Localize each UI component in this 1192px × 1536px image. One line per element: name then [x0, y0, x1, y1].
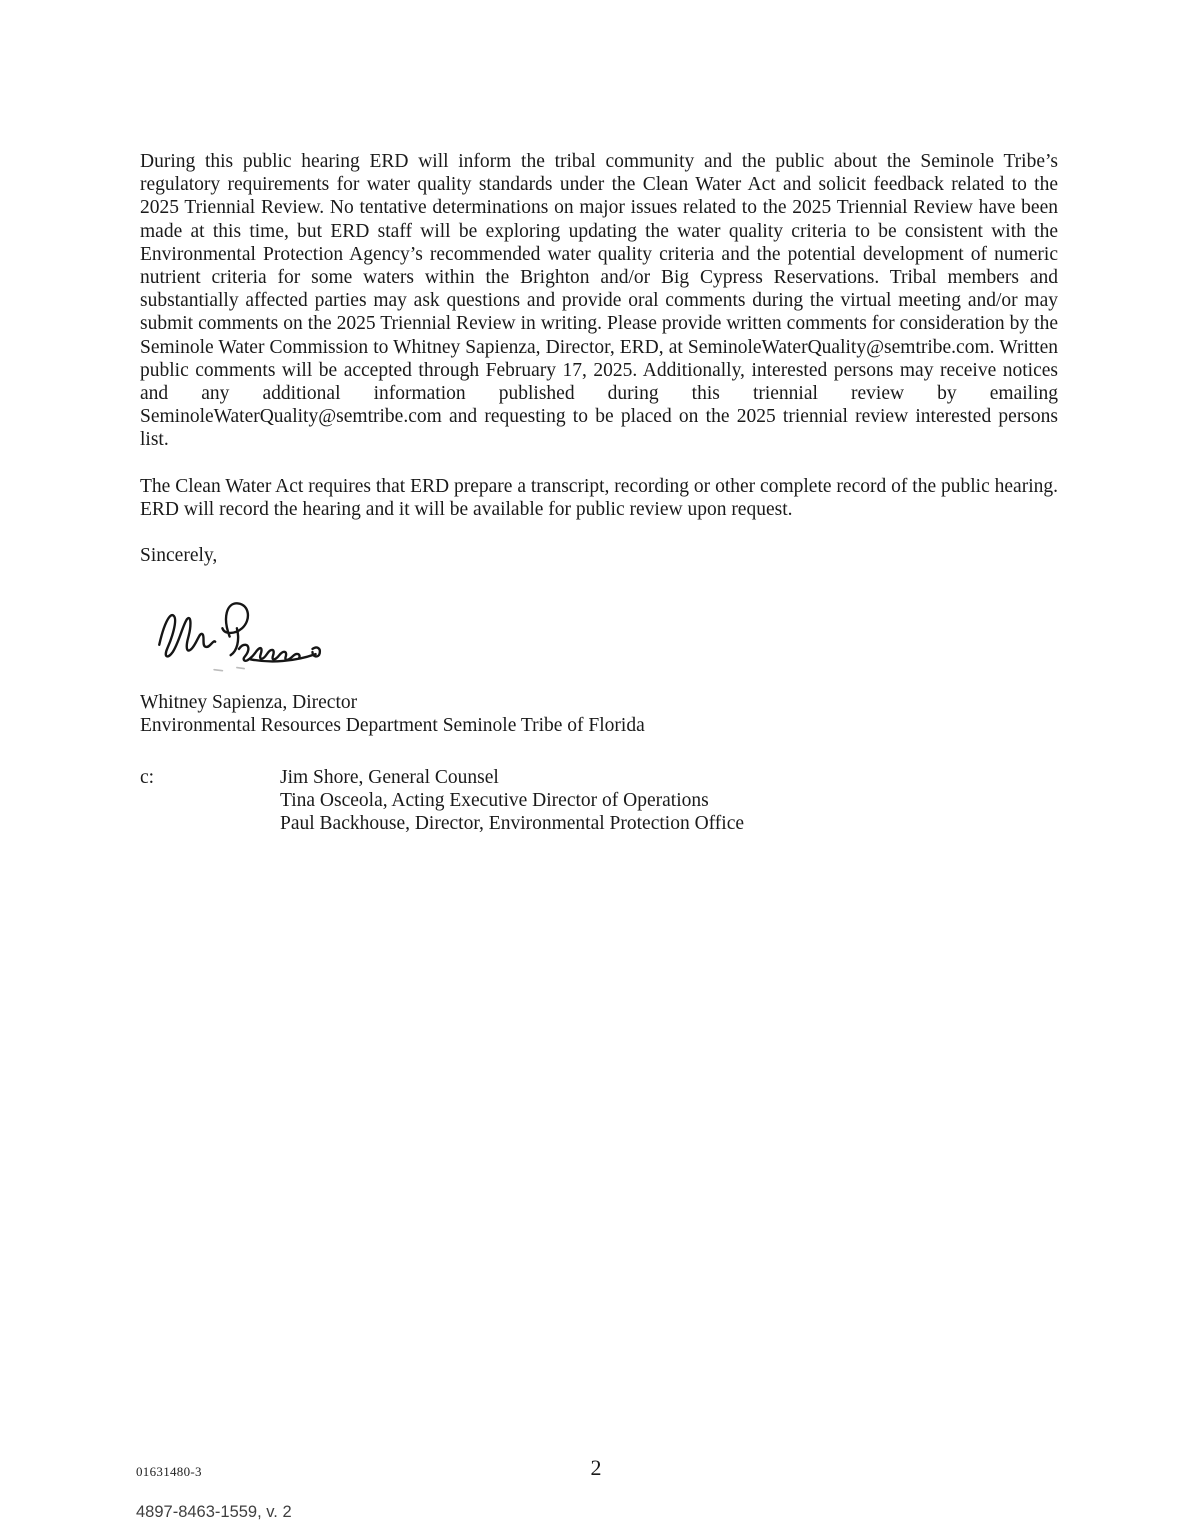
cc-block	[140, 766, 1058, 836]
cc-recipient: Tina Osceola, Acting Executive Director of Operations	[280, 789, 709, 811]
page-number: 2	[590, 1455, 602, 1480]
paragraph-hearing-details: During this public hearing ERD will inform the tribal community and the public about the Seminole Tribe’s regulatory requirements for water quality standards under the Clean Water Act and solicit feedback related to the 2025 Triennial Review. No tentative determinations on major issues related to the 2025 Triennial Review have been made at this time, but ERD staff will be exploring updating the water quality criteria to be consistent with the Environmental Protection Agency’s recommended water quality criteria and the potential development of numeric nutrient criteria for some waters within the Brighton and/or Big Cypress Reservations. Tribal members and substantially affected parties may ask questions and provide oral comments during the virtual meeting and/or may submit comments on the 2025 Triennial Review in writing. Please provide written comments for consideration by the Seminole Water Commission to Whitney Sapienza, Director, ERD, at SeminoleWaterQuality@semtribe.com. Written public comments will be accepted through February 17, 2025. Additionally, interested persons may receive notices and any additional information published during this triennial review by emailing SeminoleWaterQuality@semtribe.com and requesting to be placed on the 2025 triennial review interested persons list.	[140, 151, 1058, 451]
footer-document-id: 01631480-3	[136, 1464, 202, 1479]
footer-version-stamp: 4897-8463-1559, v. 2	[136, 1503, 292, 1521]
paragraph-record-requirement: The Clean Water Act requires that ERD prepare a transcript, recording or other complete record of the public hearing. ERD will record the hearing and it will be available for public review upon request.	[140, 475, 1058, 520]
letter-body	[140, 150, 1058, 835]
signer-block	[140, 691, 1058, 737]
cc-recipient: Paul Backhouse, Director, Environmental Protection Office	[280, 813, 745, 835]
signer-name-title: Whitney Sapienza, Director	[140, 692, 358, 714]
signer-organization: Environmental Resources Department Seminole Tribe of Florida	[140, 715, 645, 737]
cc-recipient: Jim Shore, General Counsel	[280, 766, 499, 788]
cc-label: c:	[140, 766, 155, 788]
signature-block	[152, 597, 1058, 675]
closing-salutation: Sincerely,	[140, 545, 218, 567]
signature-image	[152, 597, 328, 675]
cc-recipient-list	[280, 766, 744, 836]
